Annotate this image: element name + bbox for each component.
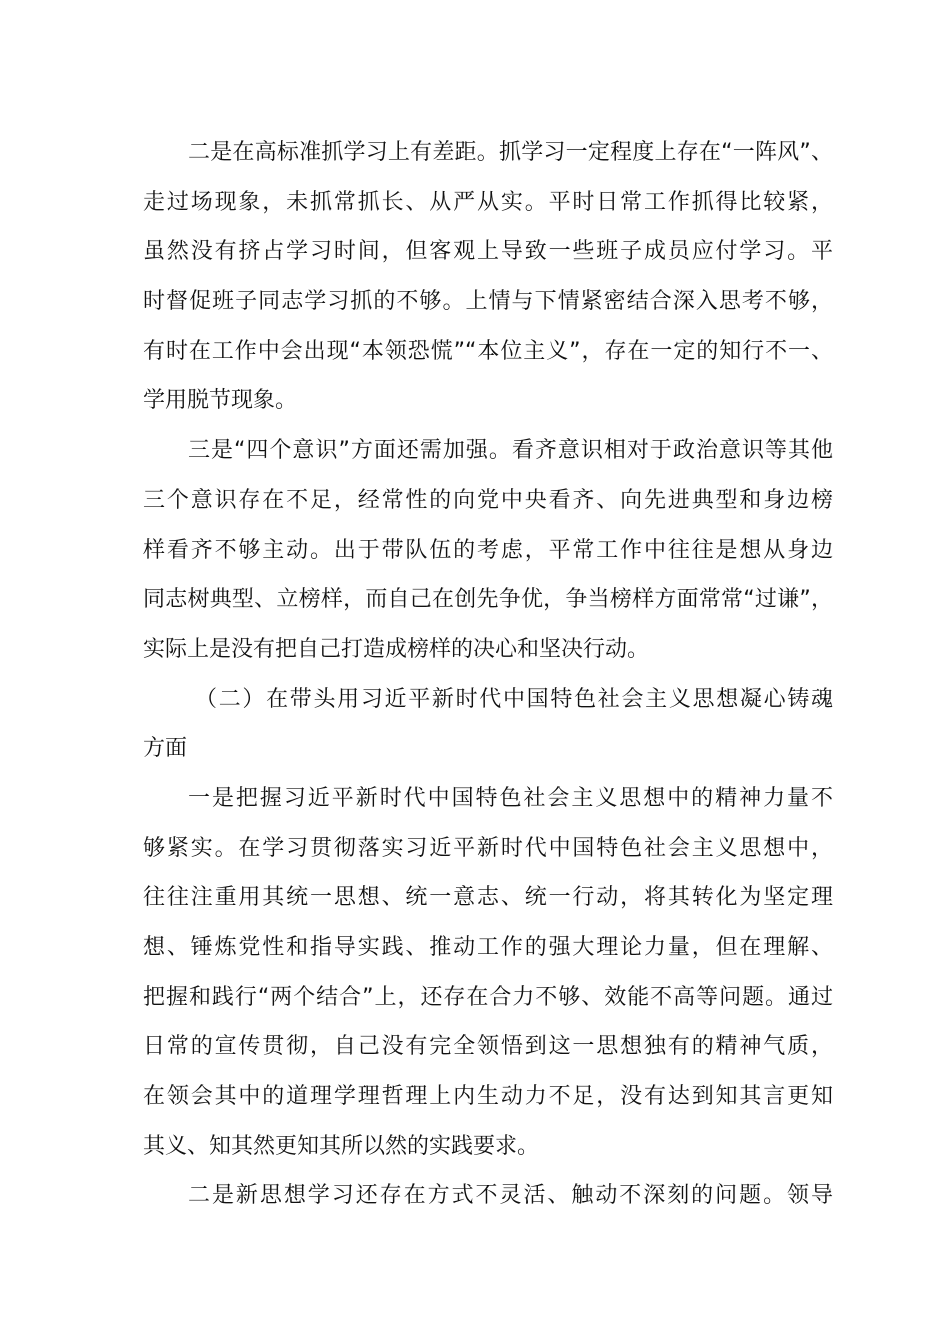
paragraph-line: 把握和践行“两个结合”上，还存在合力不够、效能不高等问题。通过 [143, 984, 833, 1010]
paragraph-line: 一是把握习近平新时代中国特色社会主义思想中的精神力量不 [188, 785, 833, 811]
paragraph-line: 学用脱节现象。 [143, 388, 298, 414]
paragraph-line: 走过场现象，未抓常抓长、从严从实。平时日常工作抓得比较紧， [143, 189, 833, 215]
paragraph-line: 其义、知其然更知其所以然的实践要求。 [143, 1133, 540, 1159]
section-heading: （二）在带头用习近平新时代中国特色社会主义思想凝心铸魂 [195, 686, 833, 712]
paragraph-line: 虽然没有挤占学习时间，但客观上导致一些班子成员应付学习。平 [143, 239, 833, 265]
paragraph-line: 时督促班子同志学习抓的不够。上情与下情紧密结合深入思考不够， [143, 289, 833, 315]
paragraph-line: 日常的宣传贯彻，自己没有完全领悟到这一思想独有的精神气质， [143, 1034, 833, 1060]
paragraph-line: 二是在高标准抓学习上有差距。抓学习一定程度上存在“一阵风”、 [188, 140, 833, 165]
paragraph-line: 在领会其中的道理学理哲理上内生动力不足，没有达到知其言更知 [143, 1084, 833, 1110]
paragraph-line: 三是“四个意识”方面还需加强。看齐意识相对于政治意识等其他 [188, 438, 833, 464]
paragraph-line: 有时在工作中会出现“本领恐慌”“本位主义”，存在一定的知行不一、 [143, 338, 833, 364]
paragraph-line: 三个意识存在不足，经常性的向党中央看齐、向先进典型和身边榜 [143, 487, 833, 513]
section-heading: 方面 [143, 736, 188, 762]
paragraph-line: 往往注重用其统一思想、统一意志、统一行动，将其转化为坚定理 [143, 885, 833, 911]
paragraph-line: 实际上是没有把自己打造成榜样的决心和坚决行动。 [143, 636, 650, 662]
paragraph-line: 样看齐不够主动。出于带队伍的考虑，平常工作中往往是想从身边 [143, 537, 833, 563]
paragraph-line: 够紧实。在学习贯彻落实习近平新时代中国特色社会主义思想中， [143, 835, 833, 861]
paragraph-line: 想、锤炼党性和指导实践、推动工作的强大理论力量，但在理解、 [143, 935, 833, 960]
body-text [143, 128, 833, 1221]
paragraph-line: 二是新思想学习还存在方式不灵活、触动不深刻的问题。领导 [188, 1183, 833, 1209]
paragraph-line: 同志树典型、立榜样，而自己在创先争优，争当榜样方面常常“过谦”， [143, 587, 833, 613]
